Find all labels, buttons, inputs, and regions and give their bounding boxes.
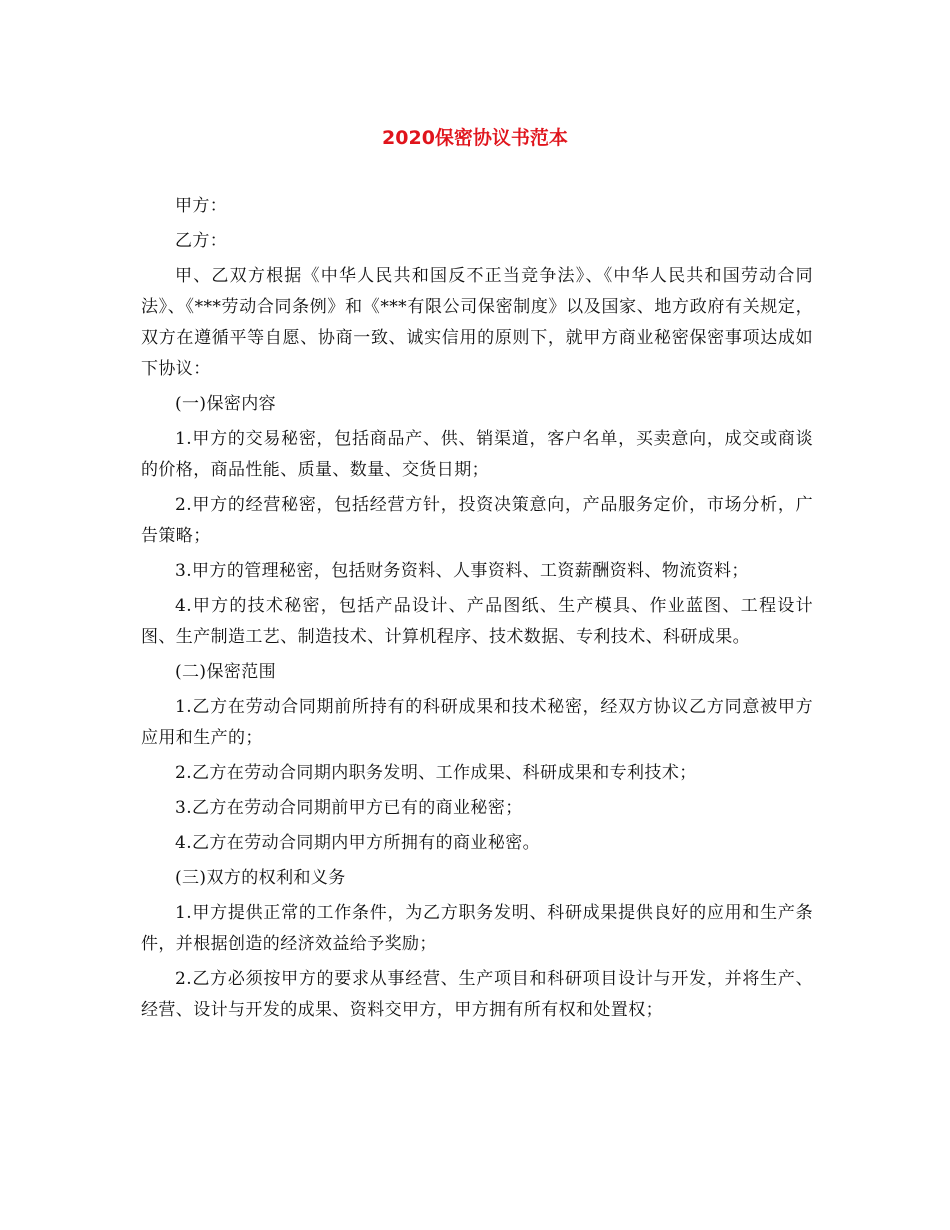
party-b-line: 乙方： <box>175 231 228 251</box>
scope-item-3: 3.乙方在劳动合同期前甲方已有的商业秘密； <box>175 798 523 818</box>
section-heading-scope: (二)保密范围 <box>175 662 277 682</box>
rights-item-2: 2.乙方必须按甲方的要求从事经营、生产项目和科研项目设计与开发，并将生产、经营、设计与开发的成果、资料交甲方，甲方拥有所有权和处置权； <box>141 969 813 1020</box>
content-item-1: 1.甲方的交易秘密，包括商品产、供、销渠道，客户名单，买卖意向，成交或商谈的价格，商品性能、质量、数量、交货日期； <box>141 429 813 480</box>
party-a-line: 甲方： <box>175 196 228 216</box>
scope-item-1: 1.乙方在劳动合同期前所持有的科研成果和技术秘密，经双方协议乙方同意被甲方应用和生产的； <box>141 697 813 748</box>
content-item-2: 2.甲方的经营秘密，包括经营方针，投资决策意向，产品服务定价，市场分析，广告策略； <box>141 495 813 546</box>
scope-item-4: 4.乙方在劳动合同期内甲方所拥有的商业秘密。 <box>175 833 541 853</box>
content-item-4: 4.甲方的技术秘密，包括产品设计、产品图纸、生产模具、作业蓝图、工程设计图、生产制造工艺、制造技术、计算机程序、技术数据、专利技术、科研成果。 <box>141 596 813 647</box>
scope-item-2: 2.乙方在劳动合同期内职务发明、工作成果、科研成果和专利技术； <box>175 763 697 783</box>
content-item-3: 3.甲方的管理秘密，包括财务资料、人事资料、工资薪酬资料、物流资料； <box>175 561 749 581</box>
section-heading-rights: (三)双方的权利和义务 <box>175 868 346 888</box>
document-title: 2020保密协议书范本 <box>382 127 568 149</box>
document-body <box>141 191 813 1030</box>
preamble-paragraph: 甲、乙双方根据《中华人民共和国反不正当竞争法》、《中华人民共和国劳动合同法》、《***劳动合同条例》和《***有限公司保密制度》以及国家、地方政府有关规定，双方在遵循平等自愿、协商一致、诚实信用的原则下，就甲方商业秘密保密事项达成如下协议： <box>141 266 813 379</box>
rights-item-1: 1.甲方提供正常的工作条件，为乙方职务发明、科研成果提供良好的应用和生产条件，并根据创造的经济效益给予奖励； <box>141 903 813 954</box>
section-heading-content: (一)保密内容 <box>175 394 277 414</box>
